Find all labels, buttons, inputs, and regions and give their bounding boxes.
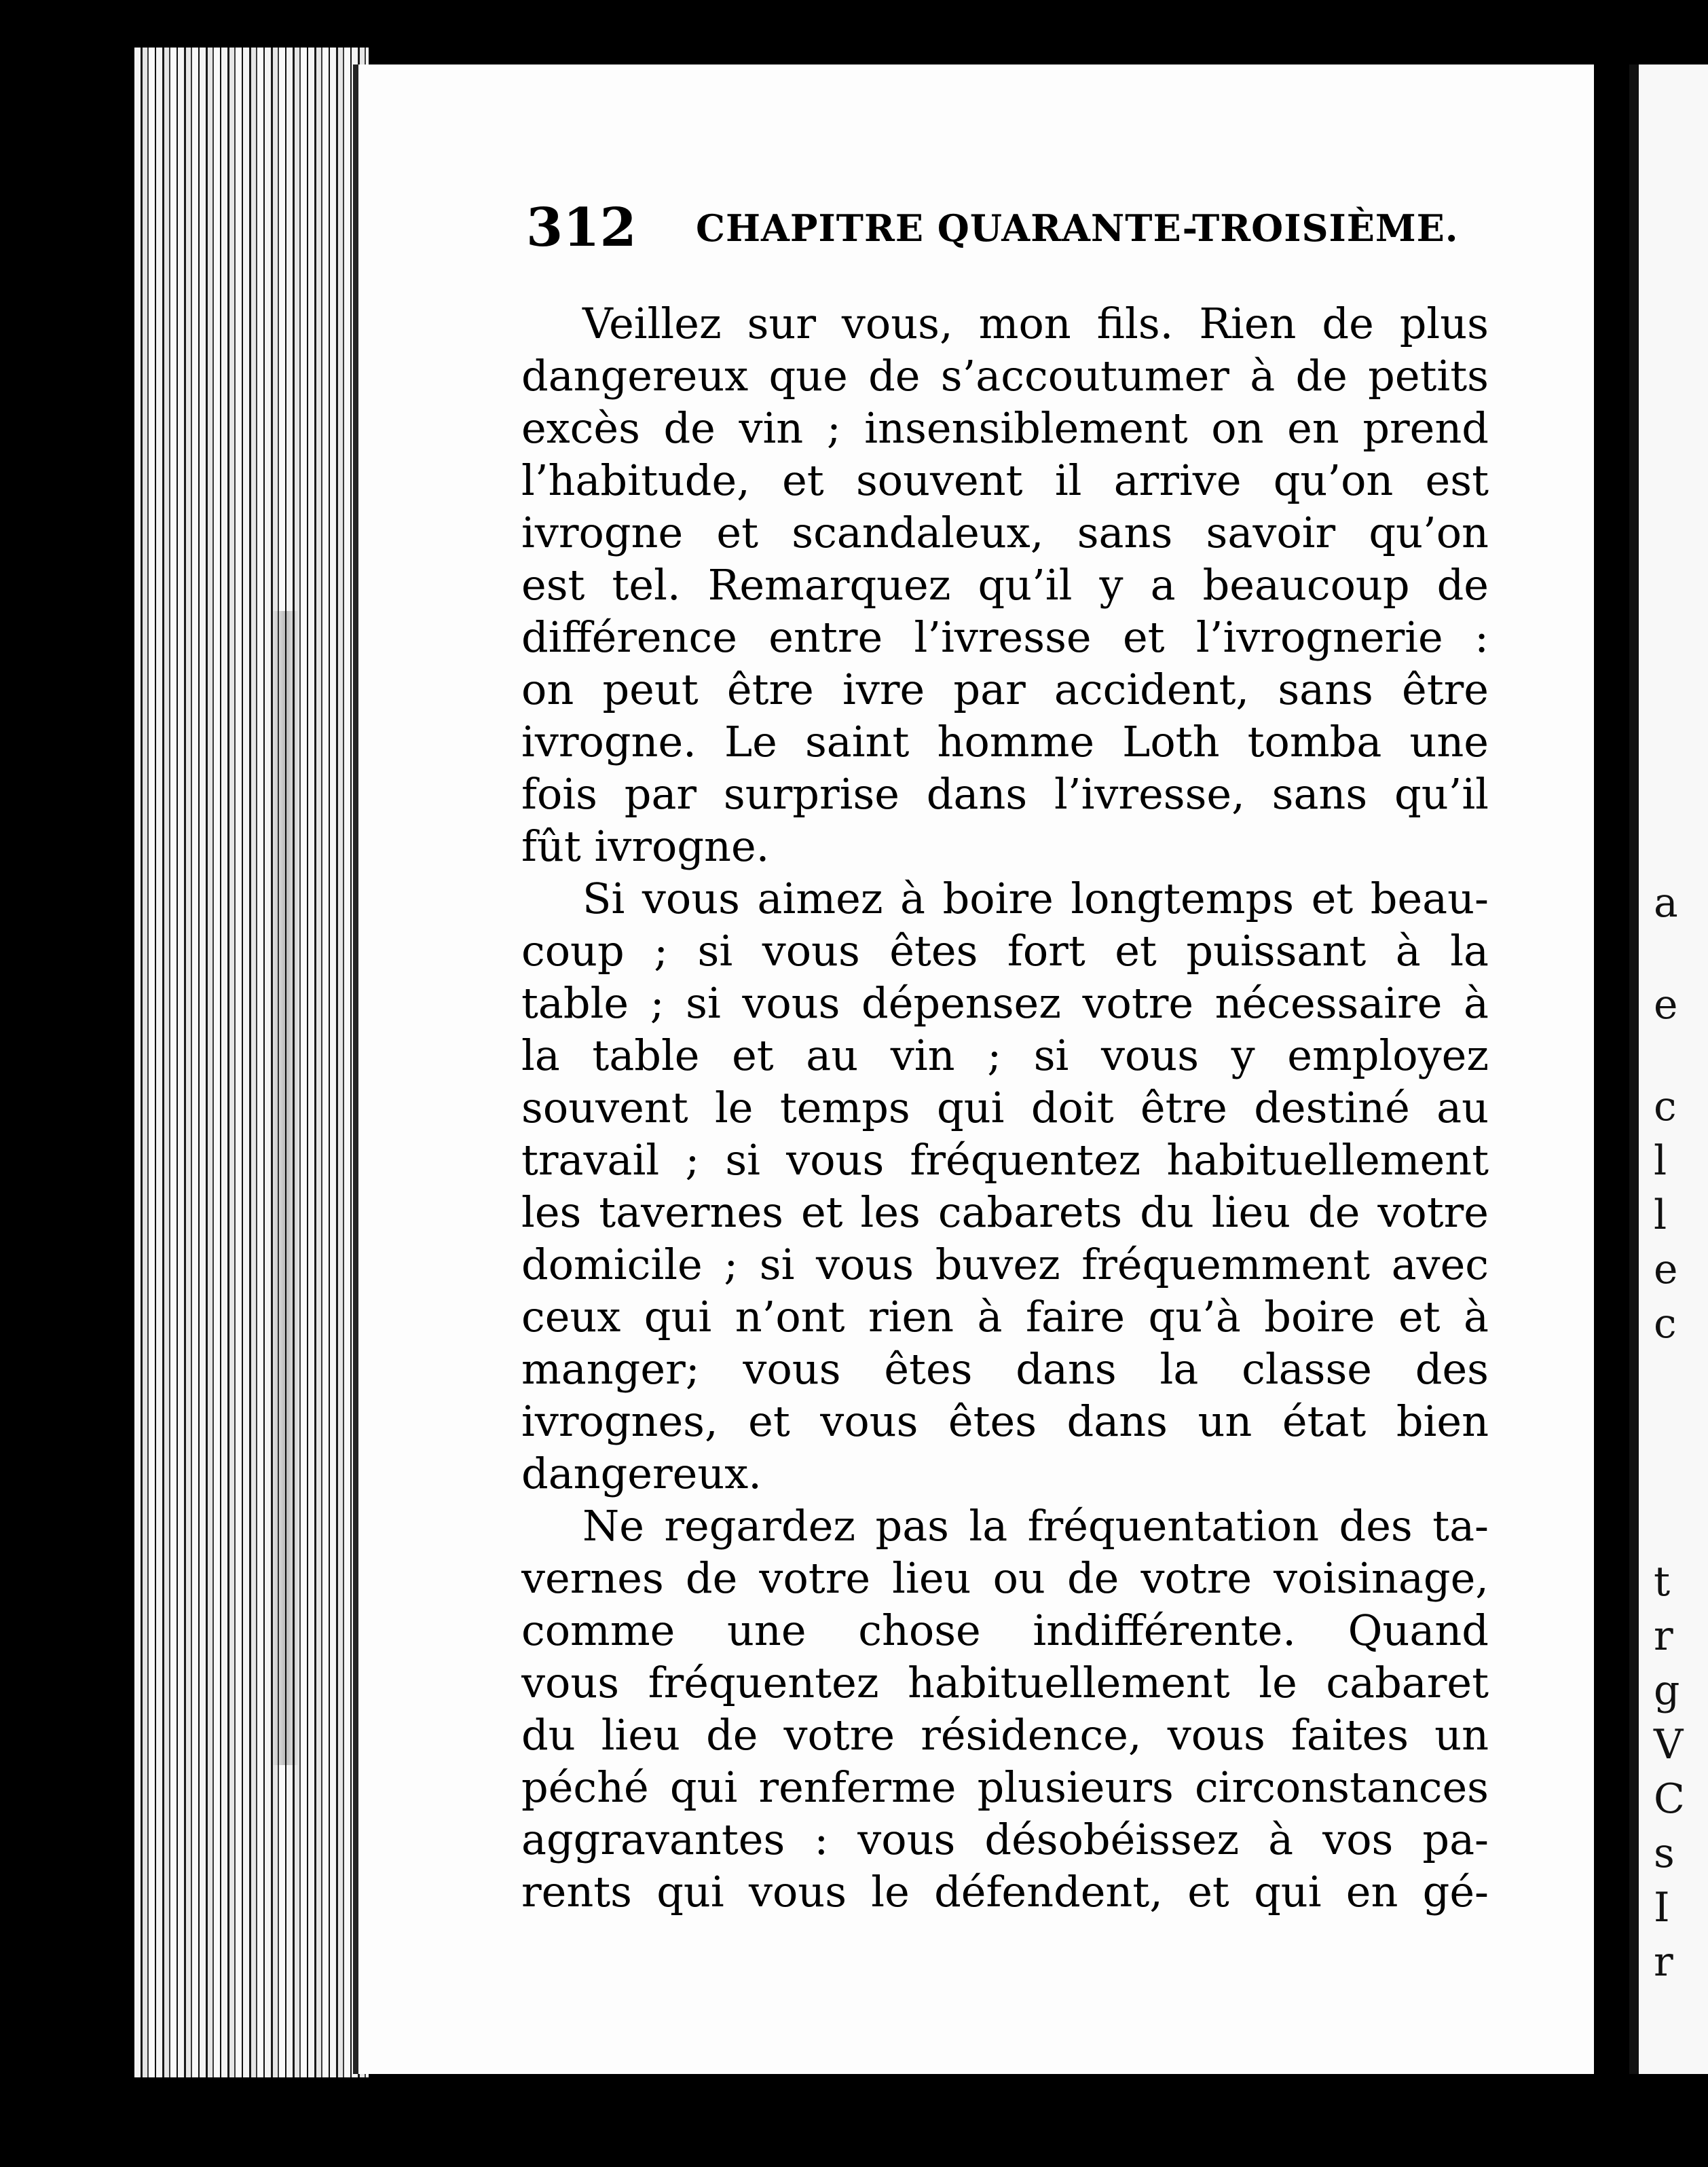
facing-page-fragment: r bbox=[1654, 1938, 1673, 1986]
text-line: du lieu de votre résidence, vous faites un bbox=[521, 1710, 1489, 1760]
facing-page-fragment: l bbox=[1654, 1191, 1667, 1239]
facing-page-fragment: l bbox=[1654, 1137, 1667, 1185]
text-line: dangereux. bbox=[521, 1449, 762, 1498]
text-line: ivrogne et scandaleux, sans savoir qu’on bbox=[521, 508, 1489, 557]
facing-page-fragment: g bbox=[1654, 1667, 1680, 1714]
facing-page-fragment: t bbox=[1654, 1558, 1671, 1606]
text-line: souvent le temps qui doit être destiné au bbox=[521, 1083, 1489, 1132]
text-line: domicile ; si vous buvez fréquemment avec bbox=[521, 1240, 1489, 1289]
text-line: on peut être ivre par accident, sans être bbox=[521, 665, 1489, 714]
text-line: péché qui renferme plusieurs circonstances bbox=[521, 1762, 1489, 1812]
text-line: l’habitude, et souvent il arrive qu’on est bbox=[521, 456, 1489, 505]
running-title: CHAPITRE QUARANTE-TROISIÈME. bbox=[696, 206, 1459, 250]
book-page-edges bbox=[134, 48, 369, 2077]
page-number: 312 bbox=[526, 197, 637, 259]
text-line: Ne regardez pas la fréquentation des ta- bbox=[582, 1501, 1489, 1551]
text-line: est tel. Remarquez qu’il y a beaucoup de bbox=[521, 560, 1489, 610]
text-line: manger; vous êtes dans la classe des bbox=[521, 1344, 1489, 1394]
facing-page-fragment: r bbox=[1654, 1612, 1673, 1660]
facing-page-sliver bbox=[1629, 64, 1708, 2074]
text-line: aggravantes : vous désobéissez à vos pa- bbox=[521, 1815, 1489, 1864]
text-line: différence entre l’ivresse et l’ivrognerie : bbox=[521, 612, 1489, 662]
page-edge-stain bbox=[272, 611, 299, 1765]
text-line: vous fréquentez habituellement le cabaret bbox=[521, 1658, 1489, 1707]
text-line: excès de vin ; insensiblement on en prend bbox=[521, 403, 1489, 453]
facing-page-fragment: c bbox=[1654, 1300, 1677, 1348]
body-text bbox=[521, 297, 1489, 1918]
text-line: vernes de votre lieu ou de votre voisinage, bbox=[521, 1553, 1489, 1603]
text-line: rents qui vous le défendent, et qui en gé- bbox=[521, 1867, 1489, 1916]
facing-page-fragment: e bbox=[1654, 1246, 1678, 1293]
text-line: la table et au vin ; si vous y employez bbox=[521, 1031, 1489, 1080]
facing-page-fragment: V bbox=[1654, 1721, 1684, 1768]
text-line: ivrognes, et vous êtes dans un état bien bbox=[521, 1396, 1489, 1446]
facing-page-fragment: I bbox=[1654, 1884, 1670, 1931]
text-line: dangereux que de s’accoutumer à de petits bbox=[521, 351, 1489, 401]
facing-page-fragment: a bbox=[1654, 879, 1678, 927]
facing-page-fragment: C bbox=[1654, 1775, 1685, 1823]
facing-page-fragment: s bbox=[1654, 1830, 1675, 1877]
text-line: les tavernes et les cabarets du lieu de votre bbox=[521, 1187, 1489, 1237]
running-header bbox=[526, 197, 1459, 259]
facing-page-fragment: e bbox=[1654, 981, 1678, 1029]
text-line: table ; si vous dépensez votre nécessaire à bbox=[521, 978, 1489, 1028]
text-line: coup ; si vous êtes fort et puissant à la bbox=[521, 926, 1489, 976]
text-line: fût ivrogne. bbox=[521, 821, 770, 871]
text-line: ivrogne. Le saint homme Loth tomba une bbox=[521, 717, 1489, 766]
facing-page-fragment: c bbox=[1654, 1083, 1677, 1130]
text-line: comme une chose indifférente. Quand bbox=[521, 1606, 1489, 1655]
text-line: fois par surprise dans l’ivresse, sans qu’il bbox=[521, 769, 1489, 819]
text-line: Veillez sur vous, mon fils. Rien de plus bbox=[582, 299, 1489, 348]
text-line: travail ; si vous fréquentez habituellement bbox=[521, 1135, 1489, 1185]
text-line: ceux qui n’ont rien à faire qu’à boire et à bbox=[521, 1292, 1489, 1341]
text-line: Si vous aimez à boire longtemps et beau- bbox=[582, 874, 1489, 923]
